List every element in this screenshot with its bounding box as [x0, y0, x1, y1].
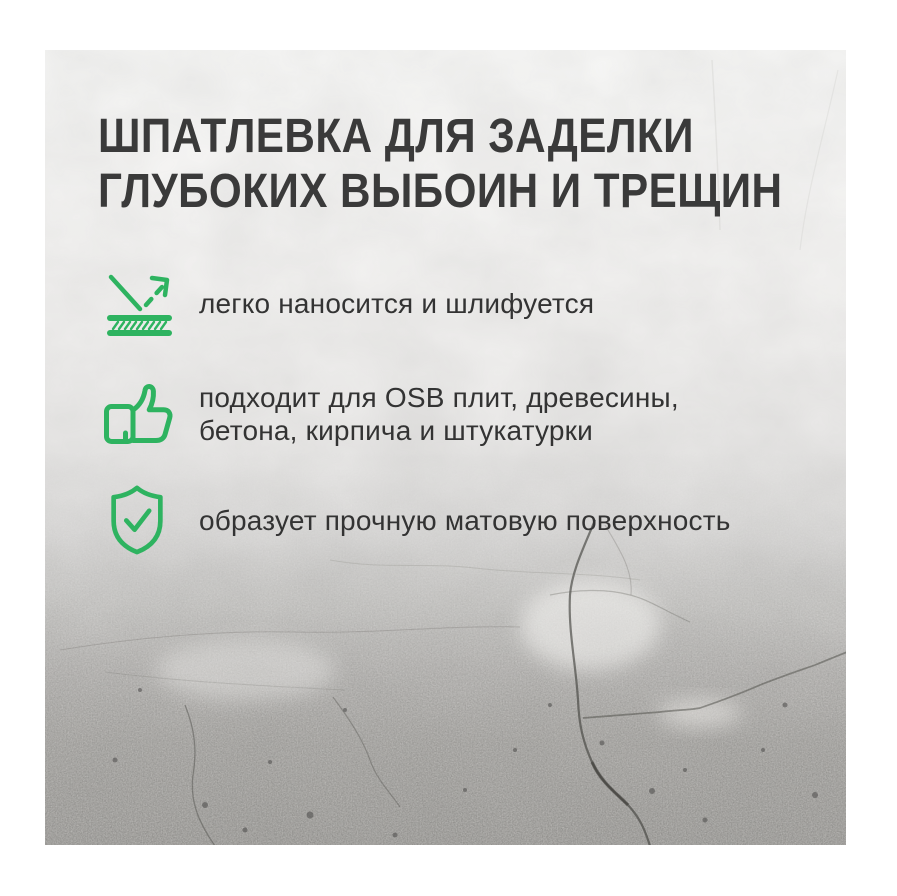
feature-text — [199, 287, 594, 320]
apply-sand-arrow-icon — [103, 270, 185, 336]
feature-row-durable-surface — [100, 484, 731, 556]
feature-text — [199, 381, 679, 447]
feature-text — [199, 504, 731, 537]
shield-check-icon — [106, 484, 168, 556]
feature-row-easy-application — [100, 270, 594, 336]
feature-icon-cell — [100, 270, 199, 336]
thumbs-up-icon — [100, 379, 178, 449]
feature-text-line: легко наносится и шлифуется — [199, 287, 595, 319]
feature-text-line: подходит для OSB плит, древесины, — [199, 382, 679, 413]
feature-icon-cell — [100, 379, 199, 449]
page-title — [98, 109, 782, 219]
title-line-2: ГЛУБОКИХ ВЫБОИН И ТРЕЩИН — [98, 165, 783, 218]
feature-row-surfaces — [100, 377, 679, 451]
feature-text-line: бетона, кирпича и штукатурки — [199, 415, 593, 446]
title-line-1: ШПАТЛЕВКА ДЛЯ ЗАДЕЛКИ — [98, 110, 694, 163]
feature-text-line: образует прочную матовую поверхность — [199, 504, 731, 536]
feature-icon-cell — [100, 484, 199, 556]
